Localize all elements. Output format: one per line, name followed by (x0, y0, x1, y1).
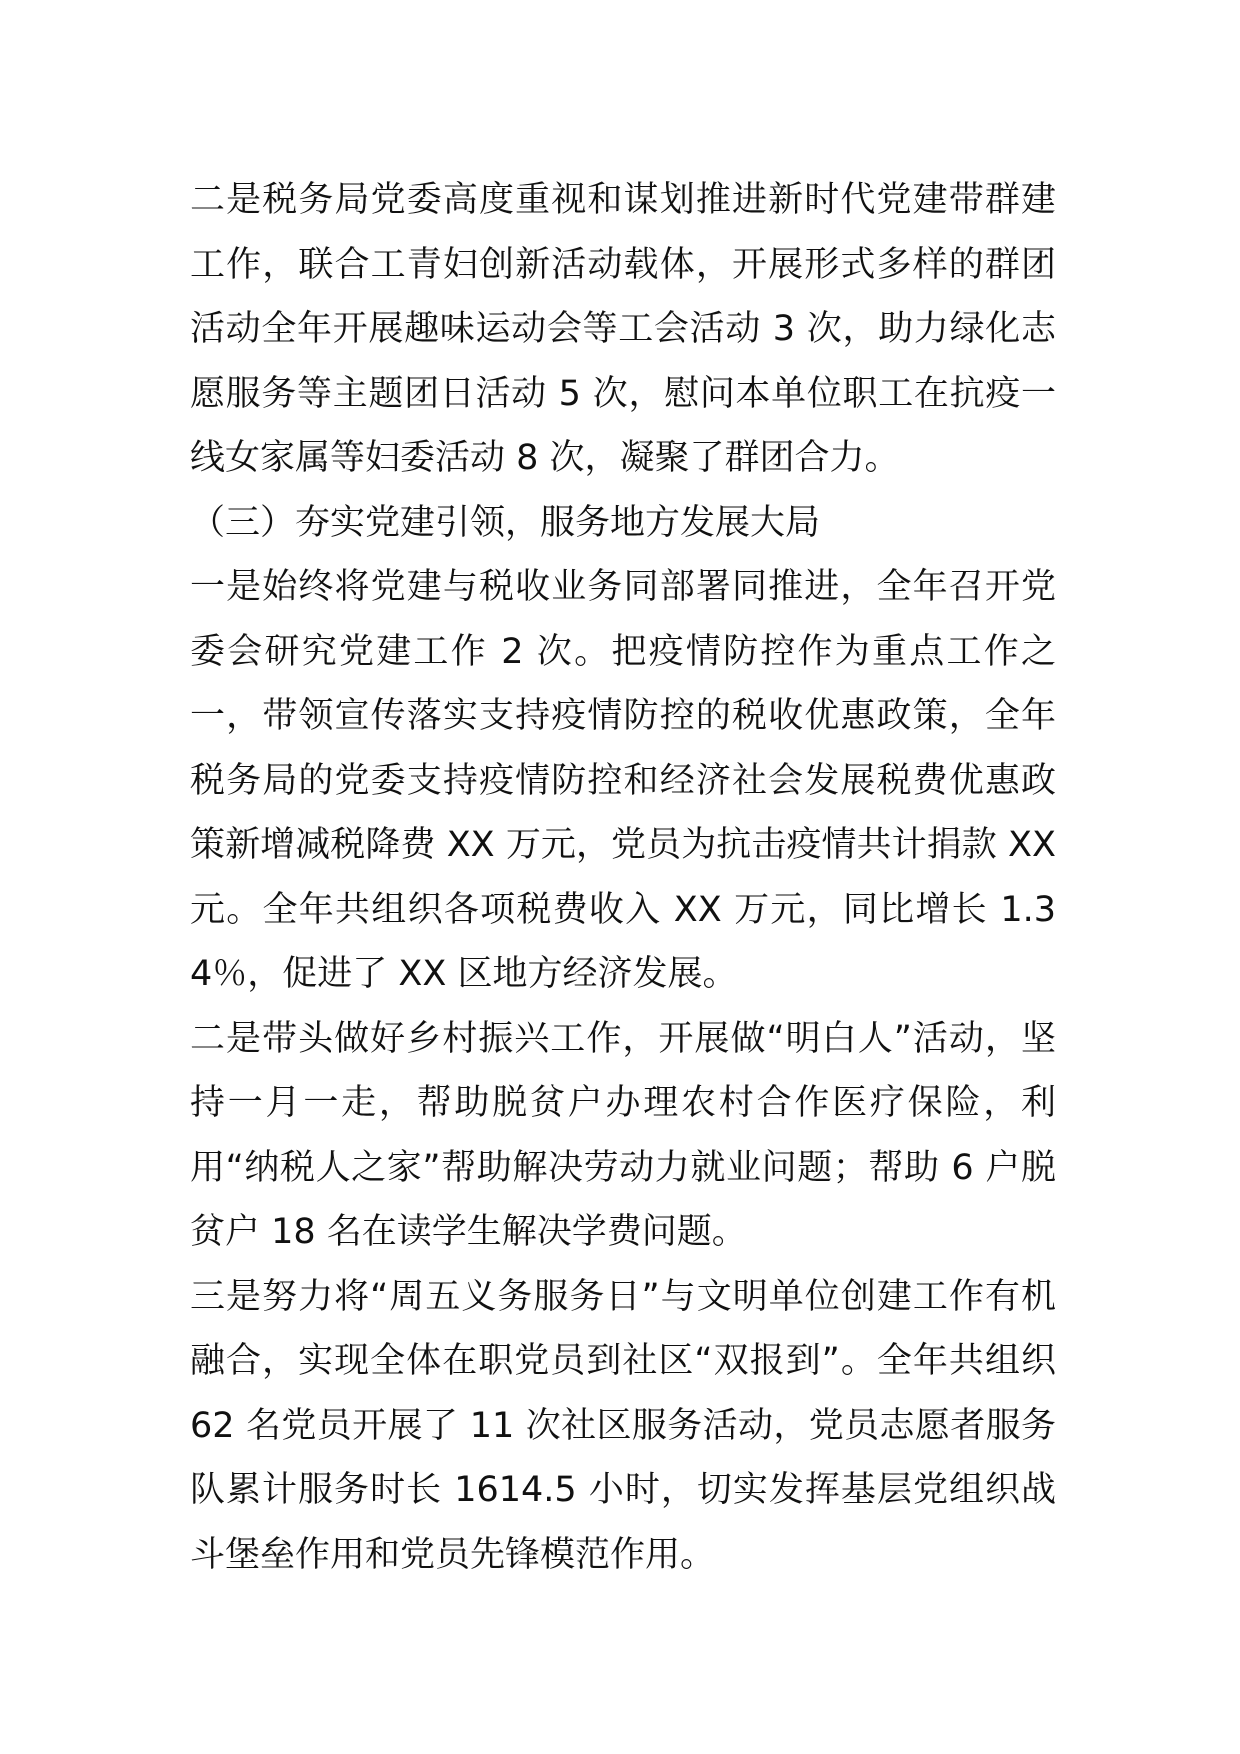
section-heading-3: （三）夯实党建引领，服务地方发展大局 (190, 502, 821, 543)
paragraph-volunteer-service: 三是努力将“周五义务服务日”与文明单位创建工作有机融合，实现全体在职党员到社区“双报到”。全年共组织 62 名党员开展了 11 次社区服务活动，党员志愿者服务队累计服务时长 1614.5 小时，切实发挥基层党组织战斗堡垒作用和党员先锋模范作用。 (190, 1276, 1056, 1575)
paragraph-group-work: 二是税务局党委高度重视和谋划推进新时代党建带群建工作，联合工青妇创新活动载体，开展形式多样的群团活动全年开展趣味运动会等工会活动 3 次，助力绿化志愿服务等主题团日活动 5 次，慰问本单位职工在抗疫一线女家属等妇委活动 8 次，凝聚了群团合力。 (190, 180, 1056, 478)
paragraph-rural-revitalization: 二是带头做好乡村振兴工作，开展做“明白人”活动，坚持一月一走，帮助脱贫户办理农村合作医疗保险，利用“纳税人之家”帮助解决劳动力就业问题；帮助 6 户脱贫户 18 名在读学生解决学费问题。 (190, 1018, 1056, 1252)
paragraph-tax-service: 一是始终将党建与税收业务同部署同推进，全年召开党委会研究党建工作 2 次。把疫情防控作为重点工作之一，带领宣传落实支持疫情防控的税收优惠政策，全年税务局的党委支持疫情防控和经济社会发展税费优惠政策新增减税降费 XX 万元，党员为抗击疫情共计捐款 XX 元。全年共组织各项税费收入 XX 万元，同比增长 1.34％，促进了 XX 区地方经济发展。 (190, 567, 1056, 994)
document-body (190, 168, 1056, 1587)
